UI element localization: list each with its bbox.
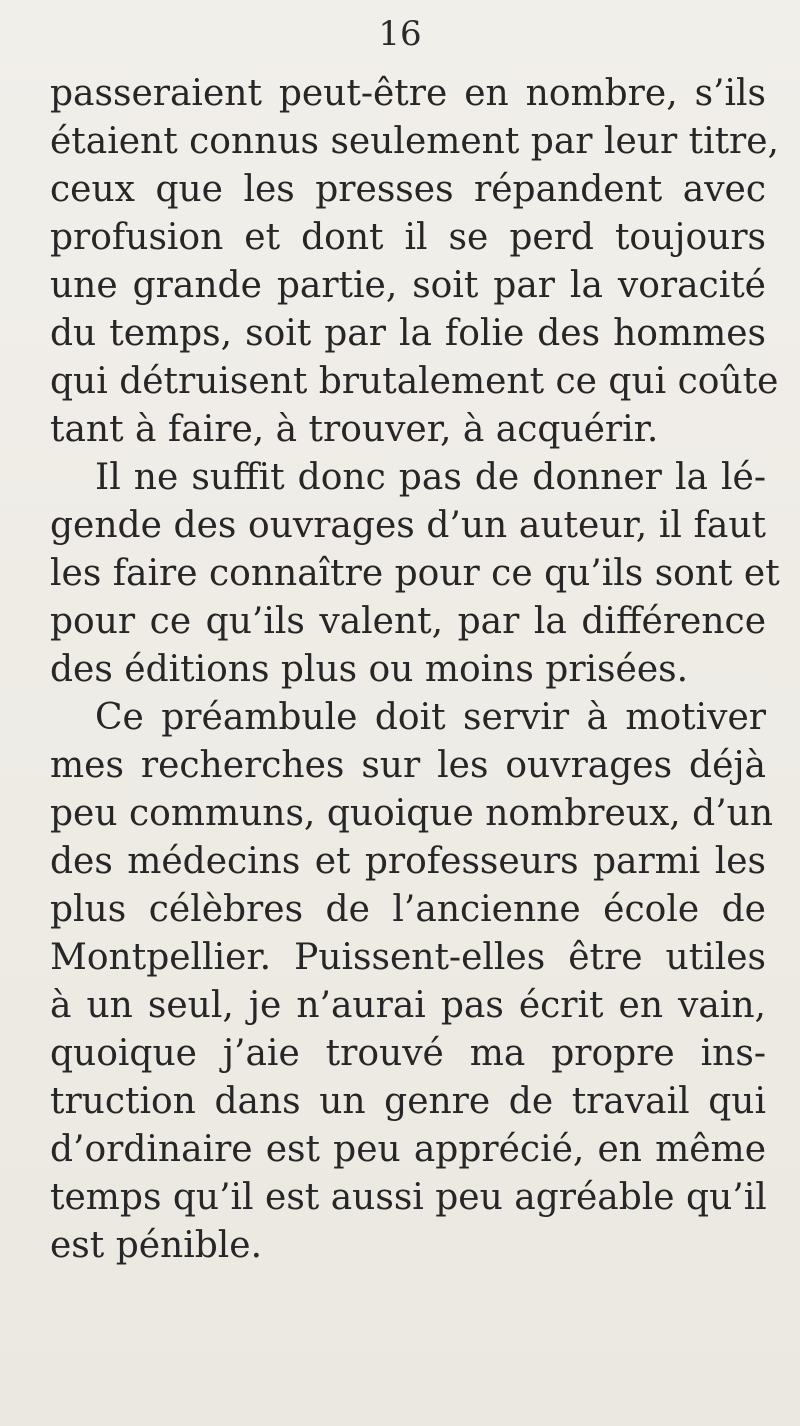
text-line: Montpellier. Puissent-elles être utiles <box>50 937 766 978</box>
text-line: des médecins et professeurs parmi les <box>50 841 766 882</box>
text-line: pour ce qu’ils valent, par la différence <box>50 601 766 642</box>
text-line: mes recherches sur les ouvrages déjà <box>50 745 766 786</box>
text-line: Il ne suffit donc pas de donner la lé- <box>95 457 766 498</box>
text-line: étaient connus seulement par leur titre, <box>50 121 779 162</box>
text-line: Ce préambule doit servir à motiver <box>95 697 766 738</box>
text-line: ceux que les presses répandent avec <box>50 169 766 210</box>
text-line: gende des ouvrages d’un auteur, il faut <box>50 505 766 546</box>
page-number: 16 <box>378 14 422 54</box>
text-line: est pénible. <box>50 1225 263 1266</box>
text-line: profusion et dont il se perd toujours <box>50 217 766 258</box>
body-text <box>50 70 780 1270</box>
text-line: plus célèbres de l’ancienne école de <box>50 889 766 930</box>
text-line: quoique j’aie trouvé ma propre ins- <box>50 1033 766 1074</box>
text-line: d’ordinaire est peu apprécié, en même <box>50 1129 766 1170</box>
text-line: les faire connaître pour ce qu’ils sont et <box>50 553 780 594</box>
text-line: tant à faire, à trouver, à acquérir. <box>50 409 659 450</box>
text-line: des éditions plus ou moins prisées. <box>50 649 689 690</box>
text-line: peu communs, quoique nombreux, d’un <box>50 793 774 834</box>
text-line: truction dans un genre de travail qui <box>50 1081 766 1122</box>
text-line: une grande partie, soit par la voracité <box>50 265 766 306</box>
text-line: à un seul, je n’aurai pas écrit en vain, <box>50 985 766 1026</box>
text-line: passeraient peut-être en nombre, s’ils <box>50 73 766 114</box>
text-line: du temps, soit par la folie des hommes <box>50 313 766 354</box>
text-line: temps qu’il est aussi peu agréable qu’il <box>50 1177 767 1218</box>
text-line: qui détruisent brutalement ce qui coûte <box>50 361 779 402</box>
